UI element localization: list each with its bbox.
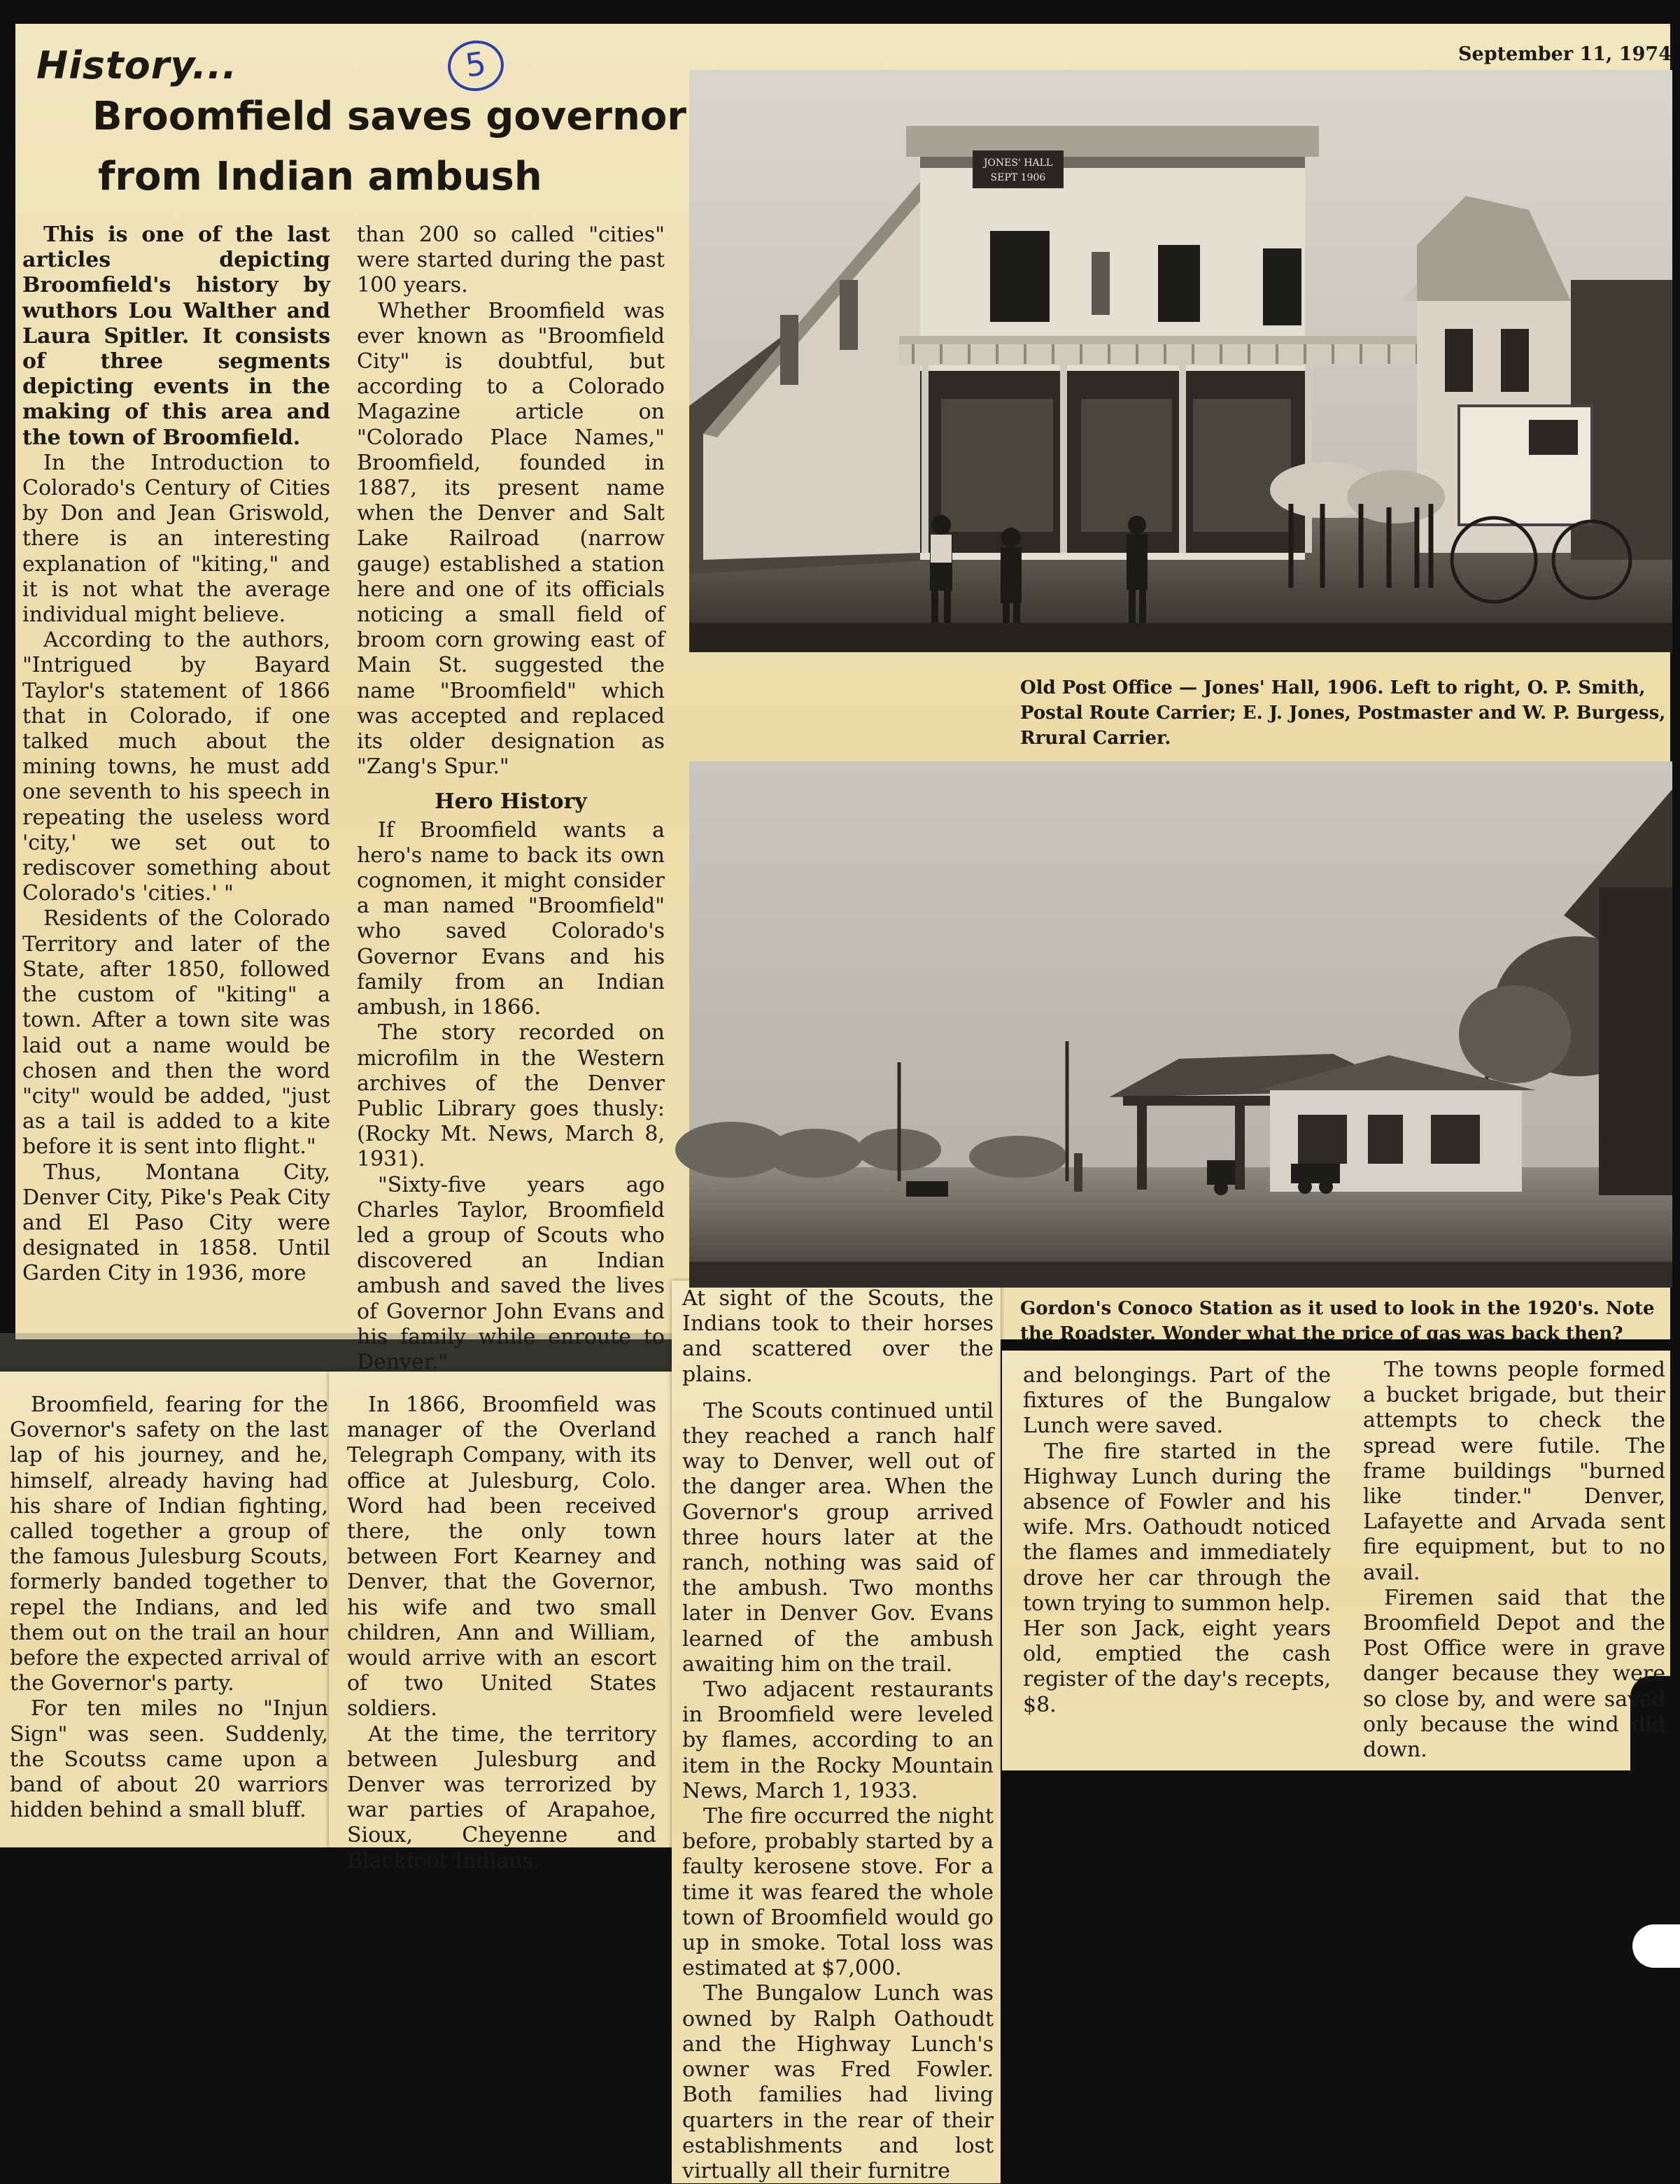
subhead: Hero History [435, 789, 587, 815]
paragraph: The story recorded on microfilm in the Western archives of the Denver Public Library goes thusly: (Rocky Mt. News, March 8, 1931). [357, 1020, 665, 1172]
upper-column-2 [357, 223, 665, 1377]
paragraph: If Broomfield wants a hero's name to back its own cognomen, it might consider a man named "Broomfield" who saved Colorado's Governor Evans and his family from an Indian ambush, in 1866. [357, 817, 665, 1020]
headline-line-2: from Indian ambush [98, 154, 542, 199]
paragraph: "Sixty-five years ago Charles Taylor, Broomfield led a group of Scouts who discovered an Indian ambush and saved the lives of Governor John Evans and his family while enroute to Denver." [357, 1172, 665, 1374]
photo1-caption: Old Post Office — Jones' Hall, 1906. Left to right, O. P. Smith, Postal Route Carrier; E. J. Jones, Postmaster and W. P. Burgess, Rrural Carrier. [1020, 677, 1666, 749]
paragraph: The Scouts continued until they reached a ranch half way to Denver, well out of the danger area. When the Governor's group arrived three hours later at the ranch, nothing was said of the ambush. Two months later in Denver Gov. Evans learned of the ambush awaiting him on the trail. [682, 1398, 994, 1677]
lower-column-5 [1363, 1358, 1665, 1763]
paragraph: At the time, the territory between Julesburg and Denver was terrorized by war parties of Arapahoe, Sioux, Cheyenne and Blackfoot Indians. [347, 1721, 656, 1873]
paragraph: Two adjacent restaurants in Broomfield were leveled by flames, according to an item in the Rocky Mountain News, March 1, 1933. [682, 1677, 994, 1803]
upper-column-1 [22, 223, 330, 1286]
paragraph: Broomfield, fearing for the Governor's safety on the last lap of his journey, and he, himself, already having had his share of Indian fighting, called together a group of the famous Julesburg Scouts, formerly banded together to repel the Indians, and led them out on the trail an hour before the expected arrival of the Governor's party. [10, 1393, 328, 1696]
paragraph: The fire occurred the night before, probably started by a faulty kerosene stove. For a time it was feared the whole town of Broomfield would go up in smoke. Total loss was estimated at $7,000. [682, 1804, 994, 1981]
paragraph: According to the authors, "Intrigued by Bayard Taylor's statement of 1866 that in Colorado, if one talked much about the mining towns, he must add one seventh to his speech in repeating the useless word 'city,' we set out to rediscover something about Colorado's 'cities.' " [22, 628, 330, 906]
lower-column-1 [10, 1393, 328, 1840]
conoco-station-illustration [689, 761, 1672, 1288]
sign-text-line1: JONES' HALL [983, 157, 1053, 169]
paragraph: The Bungalow Lunch was owned by Ralph Oathoudt and the Highway Lunch's owner was Fred Fowler. Both families had living quarters in the rear of their establishments and lost virtually all their furnitre [682, 1981, 994, 2183]
headline [92, 87, 694, 207]
kicker: History... [36, 43, 238, 87]
photo-conoco-station [689, 761, 1672, 1288]
paragraph: For ten miles no "Injun Sign" was seen. Suddenly, the Scoutss came upon a band of about 20 warriors hidden behind a small bluff. [10, 1696, 328, 1823]
lower-column-4 [1023, 1363, 1331, 1769]
paragraph: The towns people formed a bucket brigade, but their attempts to check the spread were futile. The frame buildings "burned like tinder." Denver, Lafayette and Arvada sent fire equipment, but to no avail. [1363, 1358, 1665, 1585]
lower-column-2 [347, 1393, 656, 1873]
paragraph: than 200 so called "cities" were started during the past 100 years. [357, 223, 665, 298]
headline-line-1: Broomfield saves governor [92, 94, 686, 139]
paragraph: In the Introduction to Colorado's Century of Cities by Don and Jean Griswold, there is an interesting explanation of "kiting," and it is not what the average individual might believe. [22, 450, 330, 628]
sign-text-line2: SEPT 1906 [990, 172, 1046, 183]
paragraph: In 1866, Broomfield was manager of the Overland Telegraph Company, with its office at Julesburg, Colo. Word had been received there, the only town between Fort Kearney and Denver, that the Governor, his wife and two small children, Ann and William, would arrive with an escort of two United States soldiers. [347, 1393, 656, 1721]
photo-old-post-office [689, 70, 1672, 652]
paragraph: and belongings. Part of the fixtures of the Bungalow Lunch were saved. [1023, 1363, 1331, 1439]
paragraph: Residents of the Colorado Territory and later of the State, after 1850, followed the custom of "kiting" a town. After a town site was laid out a name would be chosen and then the word "city" would be added, "just as a tail is added to a kite before it is sent into flight." [22, 906, 330, 1160]
paragraph: Firemen said that the Broomfield Depot and the Post Office were in grave danger because they were so close by, and were saved only because the wind did down. [1363, 1585, 1665, 1763]
punch-hole [1632, 1924, 1680, 1968]
paragraph: The fire started in the Highway Lunch during the absence of Fowler and his wife. Mrs. Oathoudt noticed the flames and immediately drove her car through the town trying to summon help. Her son Jack, eight years old, emptied the cash register of the day's recepts, $8. [1023, 1439, 1331, 1717]
intro-paragraph: This is one of the last articles depicting Broomfield's history by wuthors Lou Walther and Laura Spitler. It consists of three segments depicting events in the making of this area and the town of Broomfield. [22, 223, 330, 450]
date: September 11, 1974 [1458, 43, 1672, 65]
post-office-illustration [689, 70, 1672, 652]
paragraph: Thus, Montana City, Denver City, Pike's Peak City and El Paso City were designated in 1858. Until Garden City in 1936, more [22, 1160, 330, 1286]
paragraph: Whether Broomfield was ever known as "Broomfield City" is doubtful, but according to a Colorado Magazine article on "Colorado Place Names," Broomfield, founded in 1887, its present name when the Denver and Salt Lake Railroad (narrow gauge) established a station here and one of its officials noticing a small field of broom corn growing east of Main St. suggested the name "Broomfield" which was accepted and replaced its older designation as "Zang's Spur." [357, 298, 665, 780]
paragraph: At sight of the Scouts, the Indians took to their horses and scattered over the plains. [682, 1286, 994, 1387]
handwritten-number: 5 [444, 37, 507, 94]
photo2-caption: Gordon's Conoco Station as it used to look in the 1920's. Note the Roadster. Wonder what the price of gas was back then? [1020, 1298, 1655, 1344]
lower-column-3 [682, 1286, 994, 2182]
